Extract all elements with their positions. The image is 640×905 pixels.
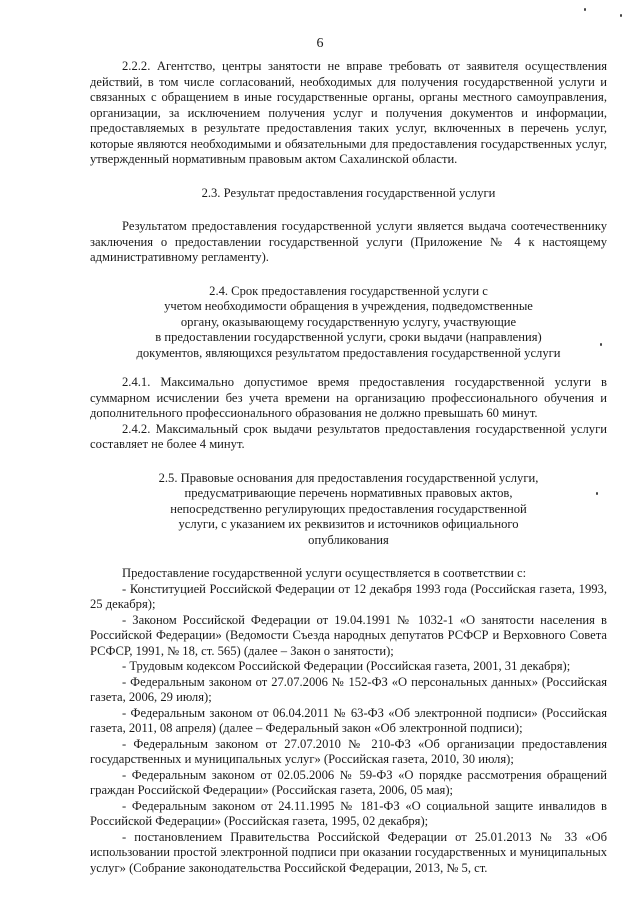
heading-line: услуги, с указанием их реквизитов и источников официального <box>178 517 519 531</box>
heading-line: 2.4. Срок предоставления государственной услуги с <box>209 283 488 298</box>
page-number: 6 <box>316 36 324 51</box>
paragraph-2-3: Результатом предоставления государственной услуги является выдача соотечественнику заключения о предоставлении государственной услуги (Приложение № 4 к настоящему административному регламенту). <box>90 219 607 264</box>
document-body <box>90 59 607 876</box>
legal-act-item: - Законом Российской Федерации от 19.04.1991 № 1032-1 «О занятости населения в Российской Федерации» (Ведомости Съезда народных депутатов РСФСР и Верховного Совета РСФСР, 1991, № 18, ст. 565) (далее – Закон о занятости); <box>90 612 607 658</box>
legal-act-item: - Федеральным законом от 27.07.2006 № 152-ФЗ «О персональных данных» (Российская газета, 2006, 29 июля); <box>90 674 607 704</box>
heading-line: документов, являющихся результатом предоставления государственной услуги <box>136 345 561 360</box>
legal-act-item: - Трудовым кодексом Российской Федерации (Российская газета, 2001, 31 декабря); <box>122 659 571 673</box>
heading-line: учетом необходимости обращения в учреждения, подведомственные <box>164 299 533 313</box>
section-heading-2-4 <box>90 284 607 362</box>
heading-line: в предоставлении государственной услуги, сроки выдачи (направления) <box>155 330 542 344</box>
legal-act-item: - Федеральным законом от 06.04.2011 № 63-ФЗ «Об электронной подписи» (Российская газета, 2011, 08 апреля) (далее – Федеральный закон «Об электронной подписи); <box>90 705 607 735</box>
legal-act-item: - Федеральным законом от 24.11.1995 № 181-ФЗ «О социальной защите инвалидов в Российской Федерации» (Российская газета, 1995, 02 декабря); <box>90 798 607 828</box>
heading-line: 2.5. Правовые основания для предоставления государственной услуги, <box>158 470 539 485</box>
legal-act-item: - Конституцией Российской Федерации от 12 декабря 1993 года (Российская газета, 1993, 25 декабря); <box>90 581 607 611</box>
paragraph-2-4-1: 2.4.1. Максимально допустимое время предоставления государственной услуги в суммарном исчислении без учета времени на организацию профессионального обучения и дополнительного профессионального образования не должно превышать 60 минут. <box>90 375 607 420</box>
scan-speck <box>584 8 586 11</box>
legal-acts-list <box>90 582 607 877</box>
section-heading-2-3: 2.3. Результат предоставления государственной услуги <box>201 185 496 200</box>
legal-act-item: - постановлением Правительства Российской Федерации от 25.01.2013 № 33 «Об использовании простой электронной подписи при оказании государственных и муниципальных услуг» (Собрание законодательства Российской Федерации, 2013, № 5, ст. <box>90 829 607 875</box>
heading-line: непосредственно регулирующих предоставления государственной <box>170 501 527 516</box>
legal-act-item: - Федеральным законом от 27.07.2010 № 210-ФЗ «Об организации предоставления государственных и муниципальных услуг» (Российская газета, 2010, 30 июля); <box>90 736 607 766</box>
heading-line: предусматривающие перечень нормативных правовых актов, <box>184 486 513 500</box>
scan-speck <box>620 14 622 17</box>
section-heading-2-5 <box>90 471 607 549</box>
legal-act-item: - Федеральным законом от 02.05.2006 № 59-ФЗ «О порядке рассмотрения обращений граждан Российской Федерации» (Российская газета, 2006, 05 мая); <box>90 767 607 797</box>
heading-line: органу, оказывающему государственную услугу, участвующие <box>180 314 517 329</box>
paragraph-2-2-2: 2.2.2. Агентство, центры занятости не вправе требовать от заявителя осуществления действий, в том числе согласований, необходимых для получения государственной услуги и связанных с обращением в иные государственные органы, органы местного самоуправления, организации, за исключением получения услуг и получения документов и информации, предоставляемых в результате предоставления таких услуг, включенных в перечень услуг, которые являются необходимыми и обязательными для предоставления государственных услуг, утвержденный нормативным правовым актом Сахалинской области. <box>90 59 607 166</box>
paragraph-2-4-2: 2.4.2. Максимальный срок выдачи результатов предоставления государственной услуги составляет не более 4 минут. <box>90 421 607 451</box>
legal-basis-intro: Предоставление государственной услуги осуществляется в соответствии с: <box>122 566 527 580</box>
heading-line: опубликования <box>308 532 389 547</box>
